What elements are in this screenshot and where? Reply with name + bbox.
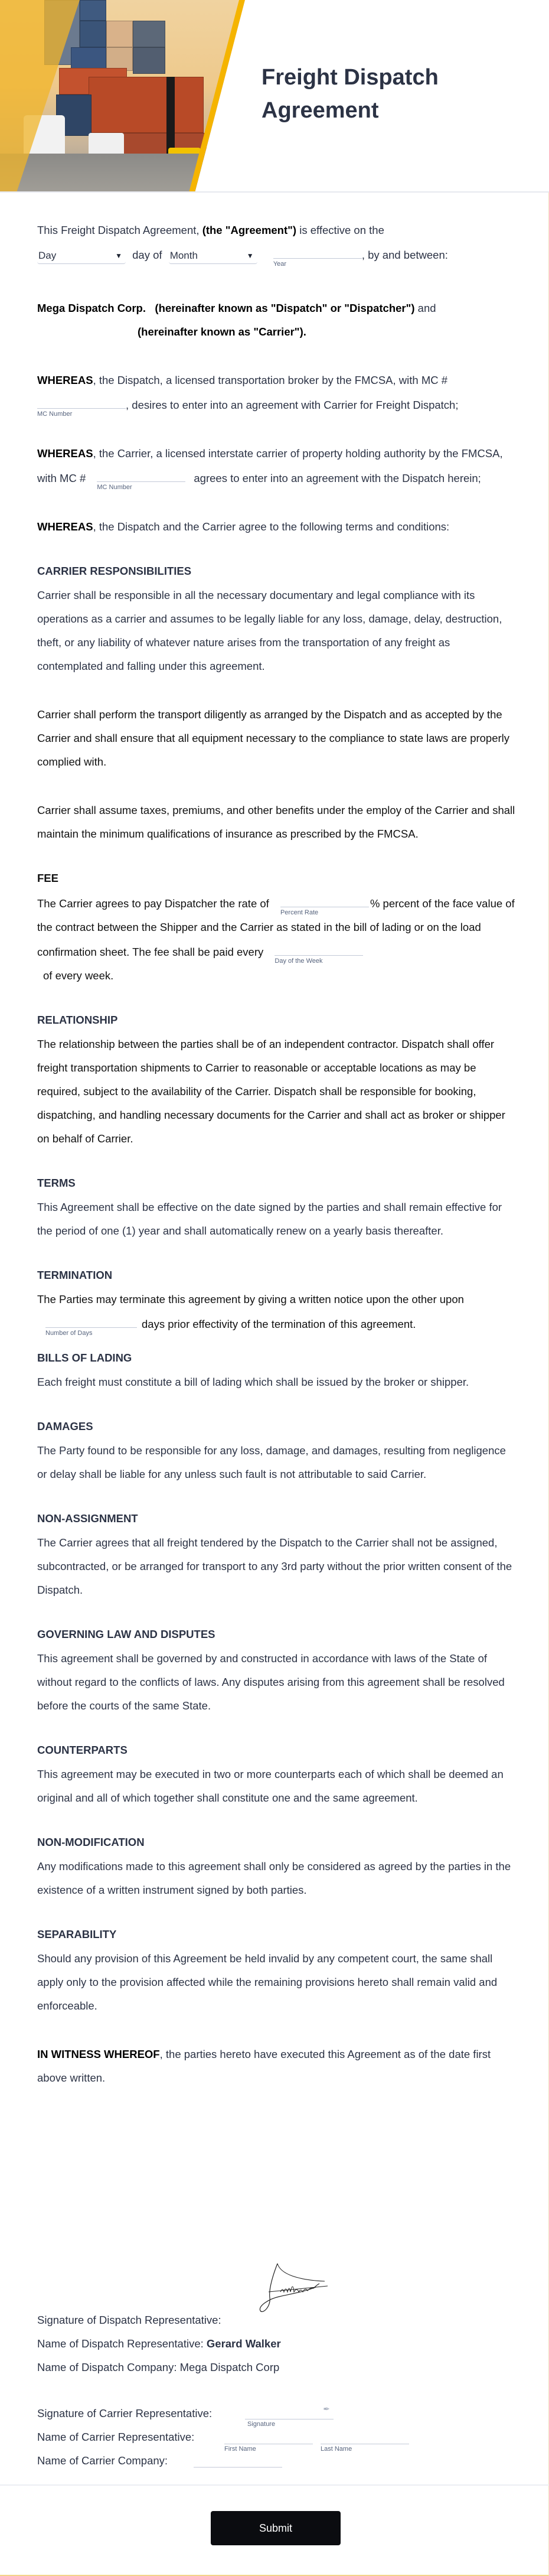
witness-bold: IN WITNESS WHEREOF: [37, 2048, 160, 2060]
section-title: CARRIER RESPONSIBILITIES: [37, 565, 192, 577]
parties-paragraph: [37, 297, 515, 320]
fee-text: percent of the face value of the contract between the Shipper and the Carrier as stated in the bill of lading or on the load confirmation sheet. The fee shall be paid every: [37, 897, 515, 958]
section-title: COUNTERPARTS: [37, 1744, 128, 1756]
termination-text: The Parties may terminate this agreement by giving a written notice upon the other upon: [37, 1293, 464, 1305]
last-name-sub-label: Last Name: [321, 2445, 352, 2453]
whereas-label: WHEREAS: [37, 447, 93, 460]
section-paragraph: Each freight must constitute a bill of lading which shall be issued by the broker or shipper.: [37, 1376, 469, 1388]
section-carrier-responsibilities: [37, 564, 515, 846]
section-paragraph: This Agreement shall be effective on the date signed by the parties and shall remain effective for the period of one (1) year and shall automatically renew on a yearly basis thereafter.: [37, 1201, 502, 1237]
mc-number-sub-label: MC Number: [97, 484, 132, 491]
carrier-mc-number-input[interactable]: [97, 465, 185, 491]
percent-rate-input[interactable]: [280, 891, 369, 916]
chevron-down-icon: ▼: [115, 252, 122, 260]
section-paragraph: The Carrier agrees that all freight tendered by the Dispatch to the Carrier shall not be assigned, subcontracted, or be arranged for transport to any 3rd party without the prior written consent of the Dispatch.: [37, 1536, 512, 1596]
carrier-first-name-input[interactable]: [224, 2428, 313, 2453]
dispatch-company-row: [37, 2356, 279, 2379]
carrier-signature-pad[interactable]: [245, 2403, 334, 2428]
fee-text-end: of every week.: [43, 969, 114, 982]
section-title: GOVERNING LAW AND DISPUTES: [37, 1628, 215, 1640]
section-title: BILLS OF LADING: [37, 1351, 132, 1364]
section-non-modification: [37, 1835, 515, 1902]
year-sub-label: Year: [273, 260, 287, 268]
carrier-known-as: (hereinafter known as "Carrier").: [138, 325, 306, 338]
page-title: Freight Dispatch Agreement: [262, 65, 439, 123]
section-title: RELATIONSHIP: [37, 1014, 118, 1026]
dispatch-company-label: Name of Dispatch Company:: [37, 2361, 180, 2373]
percent-rate-sub-label: Percent Rate: [280, 909, 319, 916]
section-paragraph: The relationship between the parties shall be of an independent contractor. Dispatch shall offer freight transportation shipments to Carrier to reasonable or acceptable locations as may be required, subject to the availability of the Carrier. Dispatch shall be responsible for booking, dispatching, and handling necessary documents for the Carrier and shall act as broker or shipper on behalf of Carrier.: [37, 1038, 505, 1145]
first-name-sub-label: First Name: [224, 2445, 256, 2453]
intro-bold-text: (the "Agreement"): [202, 224, 297, 236]
pen-icon: ✒: [323, 2404, 330, 2414]
whereas-text: , the Carrier, a licensed interstate carrier of property holding authority by the FMCSA, with MC #: [37, 447, 503, 484]
section-fee: [37, 871, 515, 988]
carrier-signature-row: [37, 2402, 212, 2425]
carrier-name-row: [37, 2425, 194, 2449]
day-of-week-input[interactable]: [274, 939, 363, 965]
day-of-text: day of: [132, 249, 162, 261]
and-text: and: [414, 302, 436, 314]
section-relationship: [37, 1012, 515, 1151]
carrier-signature-label: Signature of Carrier Representative:: [37, 2407, 213, 2419]
section-paragraph: This agreement shall be governed by and constructed in accordance with laws of the State of without regard to the conflicts of laws. Any disputes arising from this agreement shall be resolved before the courts of the same State.: [37, 1652, 505, 1712]
number-of-days-input[interactable]: [45, 1311, 137, 1337]
dispatch-signature-row: [37, 2308, 221, 2332]
section-title: TERMINATION: [37, 1269, 113, 1281]
mc-number-sub-label: MC Number: [37, 411, 73, 418]
section-bills-of-lading: [37, 1350, 515, 1394]
carrier-company-input[interactable]: [194, 2451, 282, 2468]
signature-sub-label: Signature: [247, 2421, 276, 2428]
percent-symbol: %: [370, 897, 380, 910]
submit-button[interactable]: Submit: [211, 2511, 341, 2545]
section-separability: [37, 1927, 515, 2018]
section-title: SEPARABILITY: [37, 1928, 117, 1940]
header-photo: [0, 0, 248, 193]
date-row: [37, 242, 515, 272]
agreement-body: [37, 219, 515, 2090]
chevron-down-icon: ▼: [246, 252, 254, 260]
fee-paragraph: [37, 891, 515, 988]
section-paragraph: Carrier shall assume taxes, premiums, and other benefits under the employ of the Carrier and shall maintain the minimum qualifications of insurance as prescribed by the FMCSA.: [37, 804, 515, 840]
section-title: FEE: [37, 872, 58, 884]
day-select[interactable]: [37, 247, 126, 264]
carrier-last-name-input[interactable]: [321, 2428, 409, 2453]
form-header: [0, 0, 549, 193]
whereas-label: WHEREAS: [37, 374, 93, 386]
number-of-days-sub-label: Number of Days: [45, 1330, 93, 1337]
section-damages: [37, 1419, 515, 1486]
section-paragraph: Any modifications made to this agreement shall only be considered as agreed by the parties in the existence of a written instrument signed by both parties.: [37, 1860, 511, 1896]
dispatch-company-value: Mega Dispatch Corp: [179, 2361, 280, 2373]
footer-divider: [0, 2484, 549, 2486]
dispatch-name-value: Gerard Walker: [206, 2337, 281, 2350]
section-terms: [37, 1175, 515, 1243]
carrier-parties-line: [37, 320, 515, 344]
dispatch-name-row: [37, 2332, 281, 2356]
termination-text-end: days prior effectivity of the termination of this agreement.: [142, 1318, 416, 1330]
witness-paragraph: [37, 2043, 515, 2090]
section-paragraph: This agreement may be executed in two or more counterparts each of which shall be deemed an original and all of which together shall constitute one and the same agreement.: [37, 1768, 504, 1804]
whereas-1: [37, 369, 515, 417]
month-select-value: Month: [169, 250, 198, 261]
dispatch-company-name: Mega Dispatch Corp.: [37, 302, 146, 314]
whereas-label: WHEREAS: [37, 520, 93, 533]
section-title: DAMAGES: [37, 1420, 93, 1432]
day-of-week-sub-label: Day of the Week: [274, 958, 323, 965]
section-counterparts: [37, 1743, 515, 1810]
section-title: NON-MODIFICATION: [37, 1836, 145, 1848]
whereas-text: , the Dispatch, a licensed transportation broker by the FMCSA, with MC #: [93, 374, 448, 386]
dispatch-signature-label: Signature of Dispatch Representative:: [37, 2314, 221, 2326]
by-and-between-text: , by and between:: [361, 249, 448, 261]
section-title: NON-ASSIGNMENT: [37, 1512, 138, 1525]
whereas-text-end: , desires to enter into an agreement with Carrier for Freight Dispatch;: [126, 399, 459, 411]
section-paragraph: Carrier shall be responsible in all the necessary documentary and legal compliance with its operations as a carrier and assumes to be legally liable for any loss, damage, delay, destruction, theft, or any liability of whatever nature arises from the transportation of any freight as contemplated and falling under this agreement.: [37, 589, 502, 672]
termination-paragraph: [37, 1288, 515, 1336]
witness-text: , the parties hereto have executed this Agreement as of the date first above written.: [37, 2048, 491, 2084]
section-non-assignment: [37, 1511, 515, 1602]
intro-text: This Freight Dispatch Agreement,: [37, 224, 202, 236]
section-paragraph: Carrier shall perform the transport diligently as arranged by the Dispatch and as accepted by the Carrier and shall ensure that all equipment necessary to the compliance to state laws are properly complied with.: [37, 708, 510, 768]
whereas-2: [37, 442, 515, 490]
whereas-3: [37, 515, 515, 539]
dispatch-name-label: Name of Dispatch Representative:: [37, 2337, 207, 2350]
intro-text-end: is effective on the: [296, 224, 384, 236]
section-title: TERMS: [37, 1177, 76, 1189]
carrier-company-label: Name of Carrier Company:: [37, 2454, 168, 2467]
section-termination: [37, 1268, 515, 1336]
whereas-text-end: agrees to enter into an agreement with the Dispatch herein;: [194, 472, 481, 484]
intro-paragraph: [37, 219, 515, 242]
fee-text: The Carrier agrees to pay Dispatcher the rate of: [37, 897, 269, 910]
section-paragraph: Should any provision of this Agreement be held invalid by any competent court, the same shall apply only to the provision affected while the remaining provisions hereto shall remain valid and enforceable.: [37, 1952, 498, 2012]
section-paragraph: The Party found to be responsible for any loss, damage, and damages, resulting from negligence or delay shall be liable for any unless such fault is not attributable to said Carrier.: [37, 1444, 506, 1480]
section-governing-law: [37, 1627, 515, 1718]
whereas-text: , the Dispatch and the Carrier agree to the following terms and conditions:: [93, 520, 450, 533]
month-select[interactable]: [169, 247, 257, 264]
day-select-value: Day: [38, 250, 57, 261]
carrier-name-label: Name of Carrier Representative:: [37, 2431, 195, 2443]
carrier-company-row: [37, 2449, 168, 2473]
dispatch-signature-image: [257, 2262, 336, 2316]
dispatch-mc-number-input[interactable]: [37, 392, 126, 418]
dispatch-known-as: (hereinafter known as "Dispatch" or "Dispatcher"): [155, 302, 415, 314]
year-input[interactable]: [273, 242, 362, 268]
